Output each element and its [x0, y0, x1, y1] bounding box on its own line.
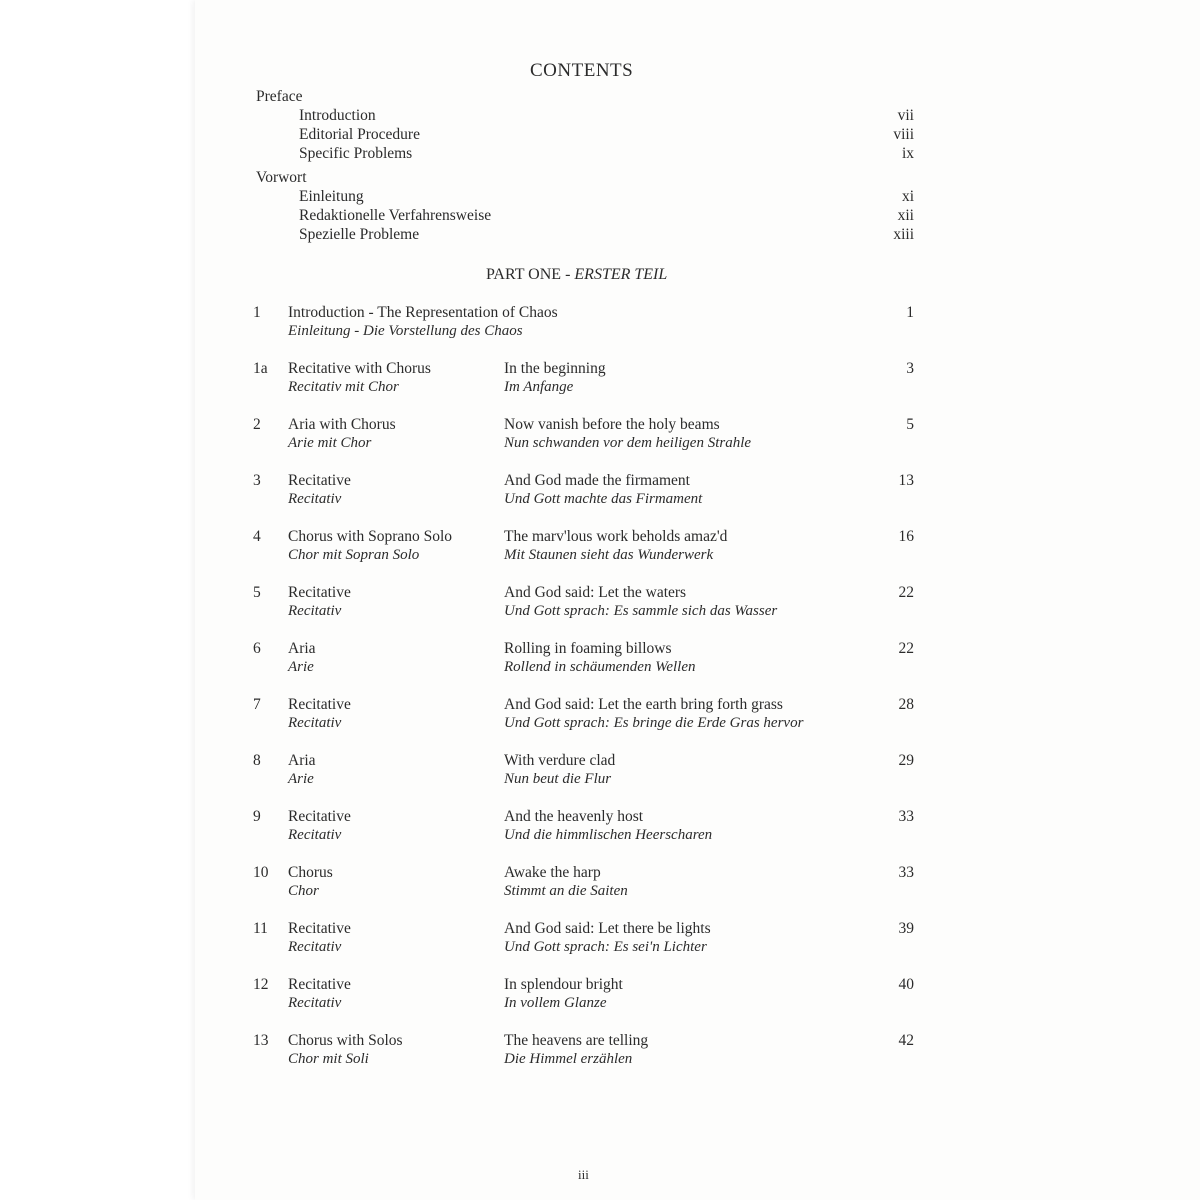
entry-page: 3: [906, 360, 914, 377]
entry-number: 13: [253, 1032, 269, 1049]
contents-entry: [0, 584, 1200, 624]
entry-title-de: Nun beut die Flur: [504, 771, 612, 787]
contents-entry: [0, 640, 1200, 680]
entry-title-de: In vollem Glanze: [504, 995, 607, 1011]
entry-form-de: Arie mit Chor: [288, 435, 372, 451]
contents-entry: [0, 808, 1200, 848]
entry-title-de: Die Himmel erzählen: [504, 1051, 633, 1067]
entry-number: 2: [253, 416, 261, 433]
entry-page: 39: [898, 920, 914, 937]
preface-item-label: Introduction: [299, 107, 376, 124]
vorwort-heading: Vorwort: [256, 169, 307, 186]
contents-entry: [0, 752, 1200, 792]
entry-form-en: Aria: [288, 752, 316, 769]
entry-page: 22: [898, 640, 914, 657]
entry-form-en: Aria with Chorus: [288, 416, 396, 433]
entry-title-de: Und die himmlischen Heerscharen: [504, 827, 713, 843]
entry-title-en: And the heavenly host: [504, 808, 644, 825]
entry-title-de: Nun schwanden vor dem heiligen Strahle: [504, 435, 752, 451]
contents-entry: [0, 304, 1200, 344]
vorwort-item-page: xiii: [893, 226, 914, 243]
entry-number: 10: [253, 864, 269, 881]
entry-form-de: Chor: [288, 883, 319, 899]
entry-page: 13: [898, 472, 914, 489]
contents-entry: [0, 360, 1200, 400]
entry-form-en: Recitative with Chorus: [288, 360, 431, 377]
vorwort-item-label: Spezielle Probleme: [299, 226, 420, 243]
contents-entry: [0, 920, 1200, 960]
entry-number: 4: [253, 528, 261, 545]
entry-title-en: And God said: Let the earth bring forth grass: [504, 696, 783, 713]
entry-form-de: Chor mit Soli: [288, 1051, 369, 1067]
entry-form-de: Chor mit Sopran Solo: [288, 547, 420, 563]
preface-item-page: vii: [897, 107, 914, 124]
contents-entry: [0, 1032, 1200, 1072]
entry-form-de: Recitativ: [288, 491, 342, 507]
entry-title-de: Im Anfange: [504, 379, 574, 395]
contents-entry: [0, 864, 1200, 904]
entry-number: 8: [253, 752, 261, 769]
entry-number: 7: [253, 696, 261, 713]
entry-form-en: Introduction - The Representation of Chaos: [288, 304, 558, 321]
entry-form-de: Arie: [288, 771, 314, 787]
entry-page: 16: [898, 528, 914, 545]
entry-form-en: Chorus with Soprano Solo: [288, 528, 453, 545]
entry-page: 42: [898, 1032, 914, 1049]
entry-form-de: Recitativ: [288, 603, 342, 619]
entry-page: 5: [906, 416, 914, 433]
entry-page: 33: [898, 864, 914, 881]
entry-form-de: Recitativ mit Chor: [288, 379, 399, 395]
part-heading-en: PART ONE -: [486, 266, 575, 283]
entry-title-de: Rollend in schäumenden Wellen: [504, 659, 696, 675]
preface-heading: Preface: [256, 88, 303, 105]
entry-title-en: And God said: Let there be lights: [504, 920, 711, 937]
entry-title-en: In the beginning: [504, 360, 606, 377]
entry-title-de: Stimmt an die Saiten: [504, 883, 628, 899]
entry-title-en: Awake the harp: [504, 864, 601, 881]
entry-title-de: Und Gott machte das Firmament: [504, 491, 703, 507]
preface-item-label: Specific Problems: [299, 145, 413, 162]
entry-number: 9: [253, 808, 261, 825]
contents-entry: [0, 528, 1200, 568]
contents-entry: [0, 416, 1200, 456]
preface-item-page: ix: [901, 145, 914, 162]
entry-title-en: And God made the firmament: [504, 472, 690, 489]
entry-form-en: Chorus: [288, 864, 333, 881]
preface-item-page: viii: [893, 126, 914, 143]
contents-entry: [0, 976, 1200, 1016]
vorwort-item-page: xi: [901, 188, 914, 205]
entry-page: 29: [898, 752, 914, 769]
vorwort-item-label: Redaktionelle Verfahrensweise: [299, 207, 492, 224]
entry-number: 3: [253, 472, 261, 489]
entry-page: 28: [898, 696, 914, 713]
entry-form-en: Recitative: [288, 920, 351, 937]
vorwort-item-label: Einleitung: [299, 188, 364, 205]
vorwort-item-page: xii: [897, 207, 914, 224]
entry-title-en: In splendour bright: [504, 976, 623, 993]
entry-title-de: Und Gott sprach: Es sei'n Lichter: [504, 939, 707, 955]
entry-form-en: Recitative: [288, 696, 351, 713]
entry-form-en: Recitative: [288, 584, 351, 601]
entry-number: 1a: [253, 360, 268, 377]
entry-title-en: Now vanish before the holy beams: [504, 416, 720, 433]
preface-item-label: Editorial Procedure: [299, 126, 420, 143]
entry-form-de: Einleitung - Die Vorstellung des Chaos: [288, 323, 523, 339]
entry-number: 1: [253, 304, 261, 321]
entry-title-en: The heavens are telling: [504, 1032, 649, 1049]
entry-page: 1: [906, 304, 914, 321]
entry-title-en: With verdure clad: [504, 752, 616, 769]
entry-number: 5: [253, 584, 261, 601]
entry-title-de: Und Gott sprach: Es sammle sich das Wasser: [504, 603, 778, 619]
entry-title-de: Mit Staunen sieht das Wunderwerk: [504, 547, 714, 563]
entry-title-en: Rolling in foaming billows: [504, 640, 672, 657]
contents-entry: [0, 696, 1200, 736]
entry-form-en: Chorus with Solos: [288, 1032, 403, 1049]
entry-form-en: Recitative: [288, 472, 351, 489]
entry-title-de: Und Gott sprach: Es bringe die Erde Gras hervor: [504, 715, 804, 731]
entry-form-de: Arie: [288, 659, 314, 675]
entry-number: 12: [253, 976, 269, 993]
page-folio: iii: [578, 1167, 589, 1182]
entry-title-en: The marv'lous work beholds amaz'd: [504, 528, 728, 545]
entry-page: 33: [898, 808, 914, 825]
entry-number: 11: [253, 920, 268, 937]
entry-form-en: Recitative: [288, 976, 351, 993]
entry-page: 22: [898, 584, 914, 601]
entry-form-de: Recitativ: [288, 715, 342, 731]
entry-form-de: Recitativ: [288, 995, 342, 1011]
entry-number: 6: [253, 640, 261, 657]
part-heading-de: ERSTER TEIL: [574, 266, 668, 283]
entry-title-en: And God said: Let the waters: [504, 584, 687, 601]
entry-form-de: Recitativ: [288, 939, 342, 955]
entry-form-en: Aria: [288, 640, 316, 657]
part-heading: [486, 266, 667, 284]
entry-form-en: Recitative: [288, 808, 351, 825]
page-title: CONTENTS: [530, 60, 634, 81]
entry-page: 40: [898, 976, 914, 993]
entry-form-de: Recitativ: [288, 827, 342, 843]
contents-entry: [0, 472, 1200, 512]
